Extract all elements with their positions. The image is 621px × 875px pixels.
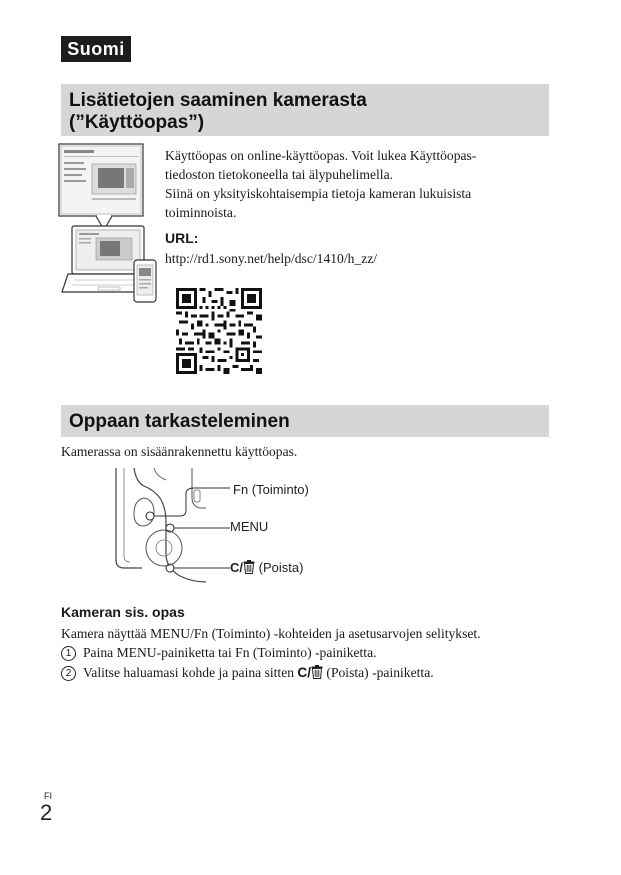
language-code: FI (44, 791, 52, 801)
step-text-after: (Poista) -painiketta. (323, 665, 434, 680)
section-title: Oppaan tarkasteleminen (69, 411, 290, 432)
intro-line-4: toiminnoista. (165, 205, 237, 220)
language-tab: Suomi (61, 36, 131, 62)
fn-callout: Fn (Toiminto) (233, 482, 309, 497)
subheading-in-camera-guide: Kameran sis. opas (61, 604, 185, 620)
delete-label: (Poista) (255, 560, 304, 575)
intro-paragraph (165, 146, 545, 222)
page-number: 2 (40, 800, 53, 825)
camera-back-illustration (110, 468, 250, 586)
step-1 (61, 643, 377, 662)
trash-icon (243, 560, 255, 574)
section-title-line2: (”Käyttöopas”) (69, 112, 205, 133)
section2-intro: Kamerassa on sisäänrakennettu käyttöopas. (61, 444, 298, 459)
intro-line-1: Käyttöopas on online-käyttöopas. Voit lukea Käyttöopas- (165, 148, 477, 163)
laptop-smartphone-illustration (58, 142, 168, 312)
trash-icon (311, 665, 323, 679)
delete-key: C/ (297, 665, 312, 680)
delete-callout (230, 560, 303, 575)
intro-line-2: tiedoston tietokoneella tai älypuhelimella. (165, 167, 394, 182)
step-text-before: Valitse haluamasi kohde ja paina sitten (83, 665, 298, 680)
section-title-line1: Lisätietojen saaminen kamerasta (69, 90, 367, 111)
delete-key: C/ (230, 560, 243, 575)
qr-code (176, 288, 262, 374)
guide-description: Kamera näyttää MENU/Fn (Toiminto) -kohteiden ja asetusarvojen selitykset. (61, 626, 481, 641)
step-number: 2 (61, 666, 76, 681)
step-text: Paina MENU-painiketta tai Fn (Toiminto) -painiketta. (83, 645, 377, 660)
menu-callout: MENU (230, 519, 269, 534)
intro-line-3: Siinä on yksityiskohtaisempia tietoja kameran lukuisista (165, 186, 472, 201)
section-header-more-info (61, 84, 549, 136)
help-url[interactable]: http://rd1.sony.net/help/dsc/1410/h_zz/ (165, 251, 378, 266)
step-2 (61, 663, 434, 682)
section-header-view-guide (61, 405, 549, 437)
step-number: 1 (61, 646, 76, 661)
url-label: URL: (165, 230, 199, 246)
